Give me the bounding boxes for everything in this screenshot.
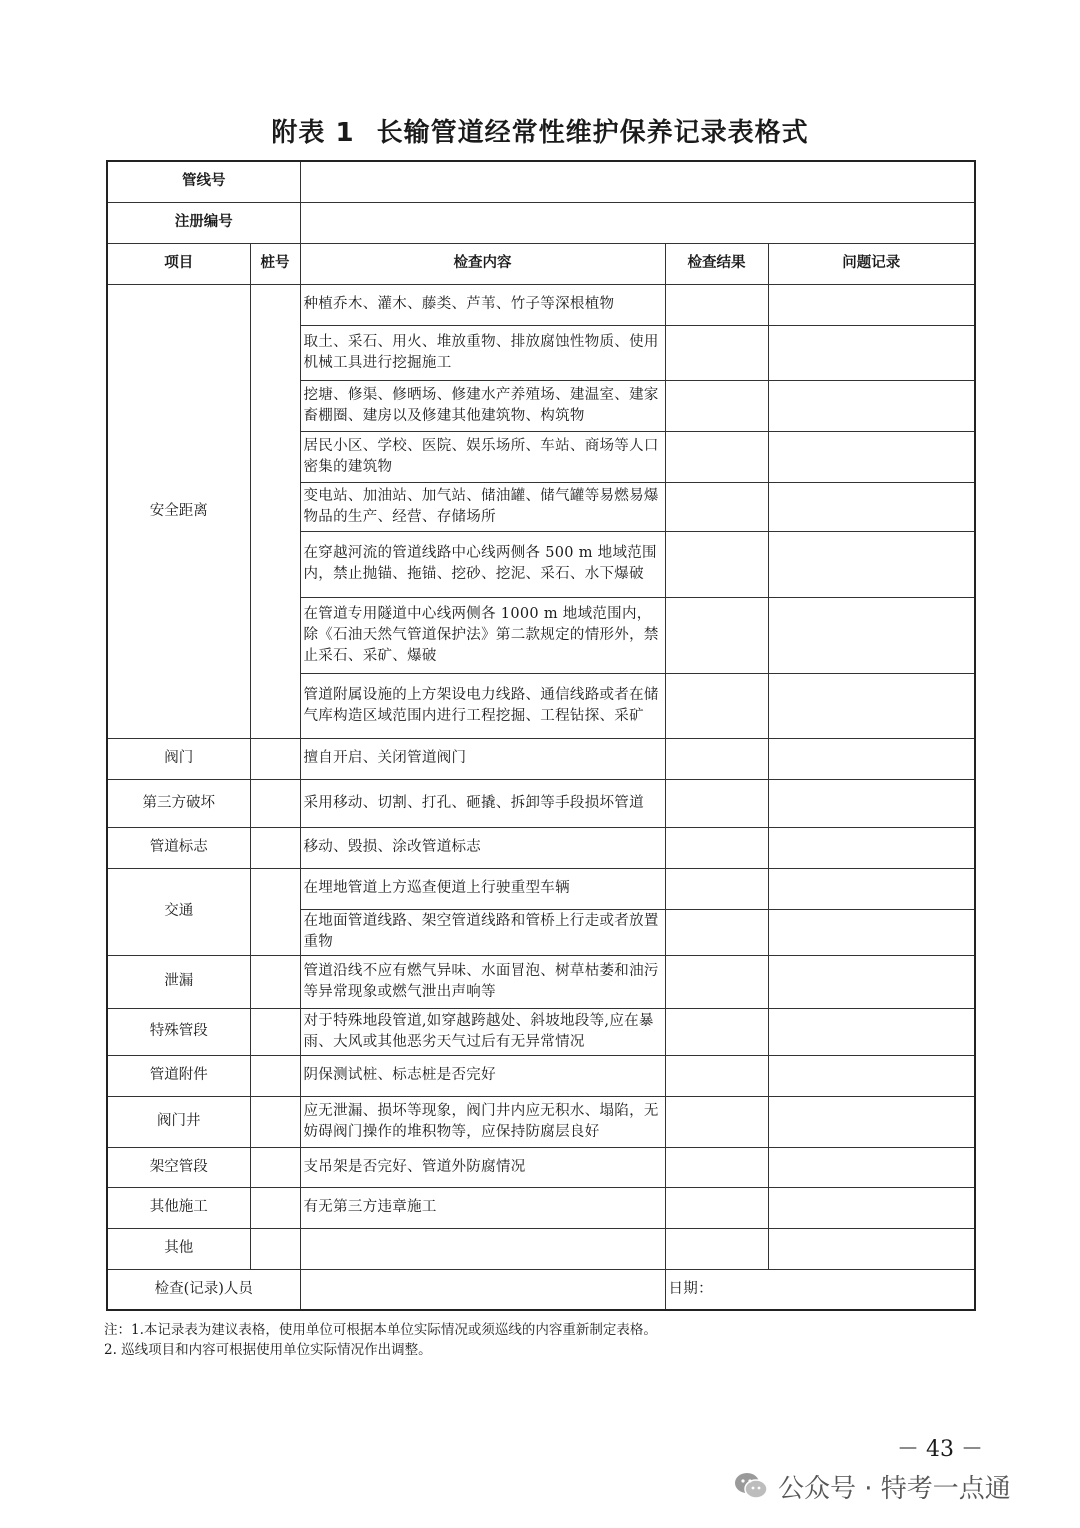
note-1: 注：1.本记录表为建议表格，使用单位可根据本单位实际情况或须巡线的内容重新制定表格。 xyxy=(104,1322,657,1338)
check-content: 采用移动、切割、打孔、砸撬、拆卸等手段损坏管道 xyxy=(300,779,665,827)
category-third-party: 第三方破坏 xyxy=(107,779,250,827)
signature-row xyxy=(107,1269,975,1310)
page-title xyxy=(0,112,1080,149)
stake-cell[interactable] xyxy=(250,955,300,1008)
pipeline-no-row xyxy=(107,161,975,202)
stake-cell[interactable] xyxy=(250,1187,300,1228)
result-cell[interactable] xyxy=(665,1096,768,1147)
issue-cell[interactable] xyxy=(768,482,975,531)
table-row xyxy=(107,1008,975,1055)
content-cell[interactable] xyxy=(300,1228,665,1269)
category-valve: 阀门 xyxy=(107,738,250,779)
page-number: － 43 － xyxy=(897,1437,983,1462)
check-content: 变电站、加油站、加气站、储油罐、储气罐等易燃易爆物品的生产、经营、存储场所 xyxy=(300,482,665,531)
result-cell[interactable] xyxy=(665,909,768,955)
result-cell[interactable] xyxy=(665,955,768,1008)
table-row xyxy=(107,868,975,909)
issue-cell[interactable] xyxy=(768,380,975,431)
result-cell[interactable] xyxy=(665,1147,768,1187)
result-cell[interactable] xyxy=(665,1187,768,1228)
check-content: 有无第三方违章施工 xyxy=(300,1187,665,1228)
result-cell[interactable] xyxy=(665,482,768,531)
result-cell[interactable] xyxy=(665,1008,768,1055)
result-cell[interactable] xyxy=(665,1055,768,1096)
stake-cell[interactable] xyxy=(250,1147,300,1187)
table-row xyxy=(107,779,975,827)
note-2: 2. 巡线项目和内容可根据使用单位实际情况作出调整。 xyxy=(104,1342,432,1358)
table-row xyxy=(107,1187,975,1228)
column-header-row xyxy=(107,243,975,284)
issue-cell[interactable] xyxy=(768,955,975,1008)
registration-no-row xyxy=(107,202,975,243)
result-cell[interactable] xyxy=(665,738,768,779)
category-leak: 泄漏 xyxy=(107,955,250,1008)
result-cell[interactable] xyxy=(665,325,768,380)
col-header-issue: 问题记录 xyxy=(768,243,975,284)
issue-cell[interactable] xyxy=(768,673,975,738)
issue-cell[interactable] xyxy=(768,325,975,380)
issue-cell[interactable] xyxy=(768,1187,975,1228)
notes xyxy=(104,1320,984,1360)
inspector-field[interactable] xyxy=(300,1269,665,1310)
watermark xyxy=(734,1466,1011,1506)
issue-cell[interactable] xyxy=(768,909,975,955)
check-content: 在穿越河流的管道线路中心线两侧各 500 m 地域范围内，禁止抛锚、拖锚、挖砂、挖泥、采石、水下爆破 xyxy=(300,531,665,597)
issue-cell[interactable] xyxy=(768,284,975,325)
inspector-label: 检查(记录)人员 xyxy=(107,1269,300,1310)
check-content: 取土、采石、用火、堆放重物、排放腐蚀性物质、使用机械工具进行挖掘施工 xyxy=(300,325,665,380)
result-cell[interactable] xyxy=(665,868,768,909)
category-valve-well: 阀门井 xyxy=(107,1096,250,1147)
result-cell[interactable] xyxy=(665,597,768,673)
pipeline-no-field[interactable] xyxy=(300,161,975,202)
check-content: 在地面管道线路、架空管道线路和管桥上行走或者放置重物 xyxy=(300,909,665,955)
wechat-icon xyxy=(734,1471,768,1501)
issue-cell[interactable] xyxy=(768,1147,975,1187)
table-row xyxy=(107,1096,975,1147)
check-content: 种植乔木、灌木、藤类、芦苇、竹子等深根植物 xyxy=(300,284,665,325)
check-content: 应无泄漏、损坏等现象，阀门井内应无积水、塌陷，无妨碍阀门操作的堆积物等，应保持防腐层良好 xyxy=(300,1096,665,1147)
result-cell[interactable] xyxy=(665,779,768,827)
category-traffic: 交通 xyxy=(107,868,250,955)
check-content: 管道沿线不应有燃气异味、水面冒泡、树草枯萎和油污等异常现象或燃气泄出声响等 xyxy=(300,955,665,1008)
col-header-result: 检查结果 xyxy=(665,243,768,284)
issue-cell[interactable] xyxy=(768,868,975,909)
table-row xyxy=(107,738,975,779)
stake-cell[interactable] xyxy=(250,1055,300,1096)
issue-cell[interactable] xyxy=(768,1096,975,1147)
issue-cell[interactable] xyxy=(768,531,975,597)
check-content: 支吊架是否完好、管道外防腐情况 xyxy=(300,1147,665,1187)
stake-cell[interactable] xyxy=(250,284,300,738)
check-content: 移动、毁损、涂改管道标志 xyxy=(300,827,665,868)
result-cell[interactable] xyxy=(665,380,768,431)
category-aerial-section: 架空管段 xyxy=(107,1147,250,1187)
title-label: 附表 1 xyxy=(271,118,355,148)
stake-cell[interactable] xyxy=(250,1228,300,1269)
check-content: 居民小区、学校、医院、娱乐场所、车站、商场等人口密集的建筑物 xyxy=(300,431,665,482)
category-marker: 管道标志 xyxy=(107,827,250,868)
issue-cell[interactable] xyxy=(768,738,975,779)
col-header-stake: 桩号 xyxy=(250,243,300,284)
stake-cell[interactable] xyxy=(250,1096,300,1147)
date-field[interactable]: 日期： xyxy=(665,1269,975,1310)
result-cell[interactable] xyxy=(665,531,768,597)
table-row xyxy=(107,827,975,868)
registration-no-field[interactable] xyxy=(300,202,975,243)
category-other: 其他 xyxy=(107,1228,250,1269)
maintenance-record-table xyxy=(106,160,976,1311)
check-content: 擅自开启、关闭管道阀门 xyxy=(300,738,665,779)
check-content: 在管道专用隧道中心线两侧各 1000 m 地域范围内，除《石油天然气管道保护法》第二款规定的情形外，禁止采石、采矿、爆破 xyxy=(300,597,665,673)
table-row xyxy=(107,955,975,1008)
stake-cell[interactable] xyxy=(250,1008,300,1055)
category-special-section: 特殊管段 xyxy=(107,1008,250,1055)
result-cell[interactable] xyxy=(665,431,768,482)
stake-cell[interactable] xyxy=(250,779,300,827)
issue-cell[interactable] xyxy=(768,779,975,827)
issue-cell[interactable] xyxy=(768,431,975,482)
table-row xyxy=(107,284,975,325)
result-cell[interactable] xyxy=(665,673,768,738)
stake-cell[interactable] xyxy=(250,738,300,779)
result-cell[interactable] xyxy=(665,284,768,325)
category-fittings: 管道附件 xyxy=(107,1055,250,1096)
issue-cell[interactable] xyxy=(768,827,975,868)
col-header-item: 项目 xyxy=(107,243,250,284)
issue-cell[interactable] xyxy=(768,1228,975,1269)
result-cell[interactable] xyxy=(665,827,768,868)
category-other-construction: 其他施工 xyxy=(107,1187,250,1228)
check-content: 对于特殊地段管道,如穿越跨越处、斜坡地段等,应在暴雨、大风或其他恶劣天气过后有无异常情况 xyxy=(300,1008,665,1055)
table-row xyxy=(107,1055,975,1096)
check-content: 挖塘、修渠、修晒场、修建水产养殖场、建温室、建家畜棚圈、建房以及修建其他建筑物、构筑物 xyxy=(300,380,665,431)
check-content: 在埋地管道上方巡查便道上行驶重型车辆 xyxy=(300,868,665,909)
pipeline-no-label: 管线号 xyxy=(107,161,300,202)
stake-cell[interactable] xyxy=(250,827,300,868)
col-header-content: 检查内容 xyxy=(300,243,665,284)
registration-no-label: 注册编号 xyxy=(107,202,300,243)
stake-cell[interactable] xyxy=(250,868,300,955)
title-main: 长输管道经常性维护保养记录表格式 xyxy=(376,118,809,148)
table-row xyxy=(107,1228,975,1269)
check-content: 阴保测试桩、标志桩是否完好 xyxy=(300,1055,665,1096)
result-cell[interactable] xyxy=(665,1228,768,1269)
check-content: 管道附属设施的上方架设电力线路、通信线路或者在储气库构造区域范围内进行工程挖掘、工程钻探、采矿 xyxy=(300,673,665,738)
issue-cell[interactable] xyxy=(768,597,975,673)
watermark-text: 公众号 · 特考一点通 xyxy=(778,1473,1011,1504)
table-row xyxy=(107,1147,975,1187)
category-safety-distance: 安全距离 xyxy=(107,284,250,738)
issue-cell[interactable] xyxy=(768,1008,975,1055)
issue-cell[interactable] xyxy=(768,1055,975,1096)
